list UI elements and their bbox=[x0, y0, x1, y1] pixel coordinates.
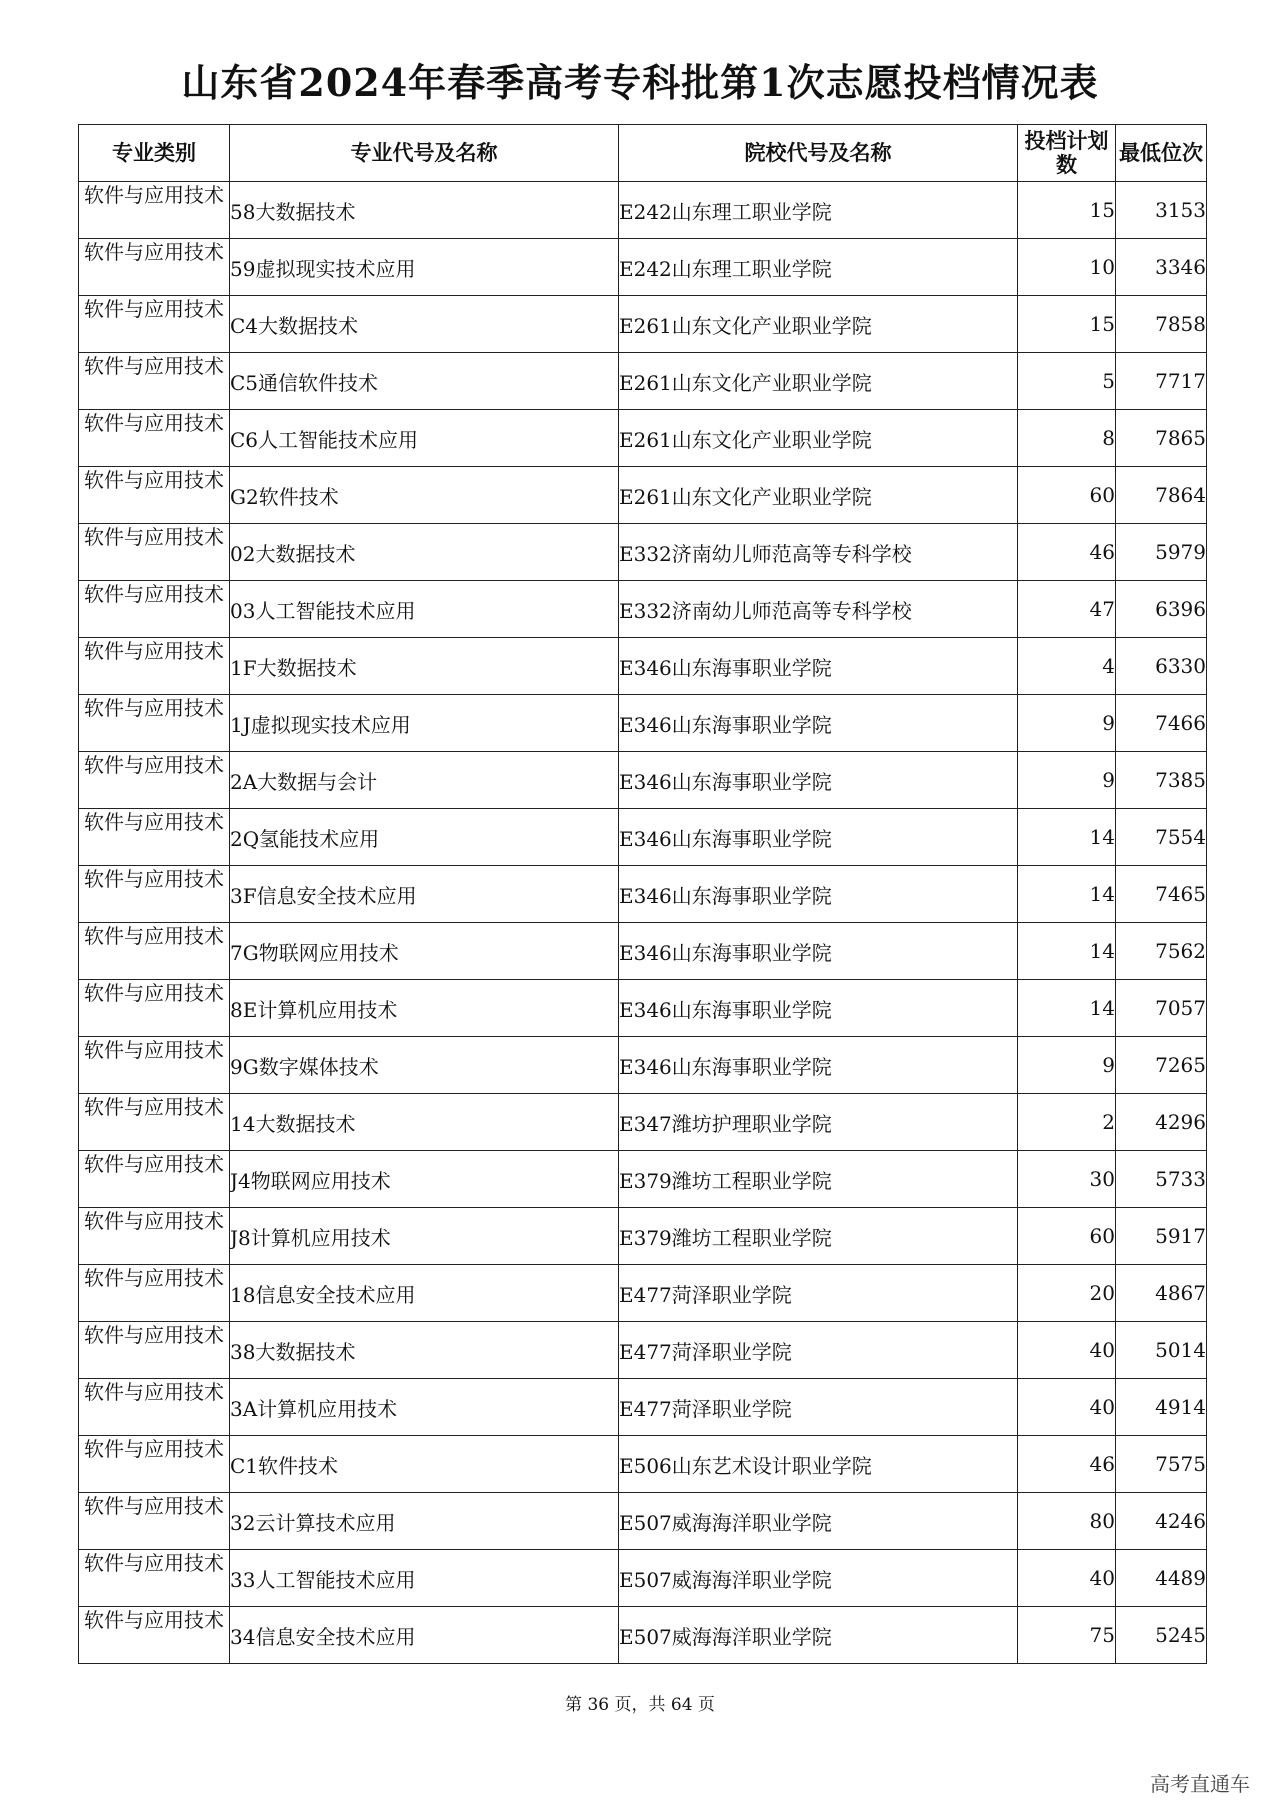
header-category: 专业类别 bbox=[79, 125, 230, 182]
cell-major: 02大数据技术 bbox=[230, 524, 619, 581]
table-row bbox=[79, 353, 1207, 410]
table-row bbox=[79, 1151, 1207, 1208]
table-row bbox=[79, 1208, 1207, 1265]
cell-major: 14大数据技术 bbox=[230, 1094, 619, 1151]
cell-major: C5通信软件技术 bbox=[230, 353, 619, 410]
cell-plan: 4 bbox=[1018, 638, 1116, 695]
cell-plan: 14 bbox=[1018, 980, 1116, 1037]
cell-rank: 6330 bbox=[1116, 638, 1207, 695]
cell-rank: 5014 bbox=[1116, 1322, 1207, 1379]
cell-school: E507威海海洋职业学院 bbox=[619, 1607, 1018, 1664]
cell-rank: 7717 bbox=[1116, 353, 1207, 410]
cell-plan: 9 bbox=[1018, 1037, 1116, 1094]
cell-category: 软件与应用技术 bbox=[79, 1493, 230, 1550]
cell-category: 软件与应用技术 bbox=[79, 809, 230, 866]
cell-school: E506山东艺术设计职业学院 bbox=[619, 1436, 1018, 1493]
cell-school: E346山东海事职业学院 bbox=[619, 923, 1018, 980]
cell-plan: 9 bbox=[1018, 752, 1116, 809]
cell-major: 18信息安全技术应用 bbox=[230, 1265, 619, 1322]
cell-rank: 7265 bbox=[1116, 1037, 1207, 1094]
table-row bbox=[79, 638, 1207, 695]
cell-major: 33人工智能技术应用 bbox=[230, 1550, 619, 1607]
cell-major: 7G物联网应用技术 bbox=[230, 923, 619, 980]
table-row bbox=[79, 1607, 1207, 1664]
cell-rank: 7562 bbox=[1116, 923, 1207, 980]
cell-category: 软件与应用技术 bbox=[79, 1151, 230, 1208]
cell-plan: 8 bbox=[1018, 410, 1116, 467]
cell-category: 软件与应用技术 bbox=[79, 581, 230, 638]
cell-category: 软件与应用技术 bbox=[79, 1607, 230, 1664]
cell-school: E261山东文化产业职业学院 bbox=[619, 410, 1018, 467]
cell-category: 软件与应用技术 bbox=[79, 638, 230, 695]
cell-plan: 15 bbox=[1018, 182, 1116, 239]
cell-major: G2软件技术 bbox=[230, 467, 619, 524]
cell-rank: 7466 bbox=[1116, 695, 1207, 752]
cell-rank: 7858 bbox=[1116, 296, 1207, 353]
cell-school: E261山东文化产业职业学院 bbox=[619, 296, 1018, 353]
cell-school: E507威海海洋职业学院 bbox=[619, 1493, 1018, 1550]
cell-rank: 5733 bbox=[1116, 1151, 1207, 1208]
cell-major: 59虚拟现实技术应用 bbox=[230, 239, 619, 296]
cell-school: E379潍坊工程职业学院 bbox=[619, 1151, 1018, 1208]
cell-category: 软件与应用技术 bbox=[79, 410, 230, 467]
cell-category: 软件与应用技术 bbox=[79, 866, 230, 923]
cell-school: E346山东海事职业学院 bbox=[619, 809, 1018, 866]
cell-school: E346山东海事职业学院 bbox=[619, 695, 1018, 752]
table-row bbox=[79, 809, 1207, 866]
cell-category: 软件与应用技术 bbox=[79, 353, 230, 410]
table-body bbox=[79, 182, 1207, 1664]
cell-category: 软件与应用技术 bbox=[79, 239, 230, 296]
cell-category: 软件与应用技术 bbox=[79, 1208, 230, 1265]
table-row bbox=[79, 1379, 1207, 1436]
cell-plan: 14 bbox=[1018, 866, 1116, 923]
cell-category: 软件与应用技术 bbox=[79, 1037, 230, 1094]
table-row bbox=[79, 581, 1207, 638]
cell-school: E346山东海事职业学院 bbox=[619, 752, 1018, 809]
cell-rank: 4246 bbox=[1116, 1493, 1207, 1550]
table-row bbox=[79, 1322, 1207, 1379]
header-major: 专业代号及名称 bbox=[230, 125, 619, 182]
cell-category: 软件与应用技术 bbox=[79, 980, 230, 1037]
cell-major: 58大数据技术 bbox=[230, 182, 619, 239]
cell-major: 9G数字媒体技术 bbox=[230, 1037, 619, 1094]
page-title: 山东省2024年春季高考专科批第1次志愿投档情况表 bbox=[181, 60, 1099, 105]
cell-school: E346山东海事职业学院 bbox=[619, 980, 1018, 1037]
table-row bbox=[79, 524, 1207, 581]
table-row bbox=[79, 1037, 1207, 1094]
cell-school: E379潍坊工程职业学院 bbox=[619, 1208, 1018, 1265]
table-row bbox=[79, 1550, 1207, 1607]
cell-plan: 40 bbox=[1018, 1379, 1116, 1436]
cell-plan: 20 bbox=[1018, 1265, 1116, 1322]
cell-rank: 7385 bbox=[1116, 752, 1207, 809]
cell-school: E332济南幼儿师范高等专科学校 bbox=[619, 524, 1018, 581]
header-plan: 投档计划数 bbox=[1018, 125, 1116, 182]
cell-rank: 5917 bbox=[1116, 1208, 1207, 1265]
cell-school: E346山东海事职业学院 bbox=[619, 866, 1018, 923]
cell-plan: 60 bbox=[1018, 467, 1116, 524]
cell-school: E507威海海洋职业学院 bbox=[619, 1550, 1018, 1607]
cell-major: 1F大数据技术 bbox=[230, 638, 619, 695]
table-row bbox=[79, 866, 1207, 923]
cell-major: C6人工智能技术应用 bbox=[230, 410, 619, 467]
cell-category: 软件与应用技术 bbox=[79, 1436, 230, 1493]
cell-category: 软件与应用技术 bbox=[79, 752, 230, 809]
table-row bbox=[79, 923, 1207, 980]
cell-plan: 2 bbox=[1018, 1094, 1116, 1151]
cell-plan: 14 bbox=[1018, 809, 1116, 866]
cell-major: 2A大数据与会计 bbox=[230, 752, 619, 809]
cell-rank: 5245 bbox=[1116, 1607, 1207, 1664]
cell-major: 1J虚拟现实技术应用 bbox=[230, 695, 619, 752]
cell-category: 软件与应用技术 bbox=[79, 296, 230, 353]
cell-rank: 4914 bbox=[1116, 1379, 1207, 1436]
table-row bbox=[79, 1094, 1207, 1151]
table-row bbox=[79, 1493, 1207, 1550]
cell-plan: 5 bbox=[1018, 353, 1116, 410]
table-row bbox=[79, 467, 1207, 524]
cell-category: 软件与应用技术 bbox=[79, 1094, 230, 1151]
cell-school: E242山东理工职业学院 bbox=[619, 182, 1018, 239]
cell-plan: 14 bbox=[1018, 923, 1116, 980]
cell-category: 软件与应用技术 bbox=[79, 923, 230, 980]
cell-major: 38大数据技术 bbox=[230, 1322, 619, 1379]
cell-rank: 4296 bbox=[1116, 1094, 1207, 1151]
cell-school: E346山东海事职业学院 bbox=[619, 638, 1018, 695]
cell-plan: 75 bbox=[1018, 1607, 1116, 1664]
table-row bbox=[79, 1265, 1207, 1322]
admission-table bbox=[78, 124, 1207, 1664]
cell-school: E346山东海事职业学院 bbox=[619, 1037, 1018, 1094]
cell-rank: 7554 bbox=[1116, 809, 1207, 866]
cell-major: C1软件技术 bbox=[230, 1436, 619, 1493]
table-row bbox=[79, 410, 1207, 467]
table-header-row bbox=[79, 125, 1207, 182]
cell-school: E477菏泽职业学院 bbox=[619, 1379, 1018, 1436]
cell-category: 软件与应用技术 bbox=[79, 524, 230, 581]
cell-plan: 9 bbox=[1018, 695, 1116, 752]
cell-plan: 46 bbox=[1018, 524, 1116, 581]
header-school: 院校代号及名称 bbox=[619, 125, 1018, 182]
table-row bbox=[79, 182, 1207, 239]
cell-school: E332济南幼儿师范高等专科学校 bbox=[619, 581, 1018, 638]
cell-plan: 80 bbox=[1018, 1493, 1116, 1550]
cell-major: 34信息安全技术应用 bbox=[230, 1607, 619, 1664]
cell-major: 8E计算机应用技术 bbox=[230, 980, 619, 1037]
cell-rank: 6396 bbox=[1116, 581, 1207, 638]
table-row bbox=[79, 1436, 1207, 1493]
cell-school: E261山东文化产业职业学院 bbox=[619, 353, 1018, 410]
watermark: 高考直通车 bbox=[1150, 1772, 1250, 1796]
cell-plan: 46 bbox=[1018, 1436, 1116, 1493]
cell-school: E347潍坊护理职业学院 bbox=[619, 1094, 1018, 1151]
cell-major: 3F信息安全技术应用 bbox=[230, 866, 619, 923]
cell-plan: 10 bbox=[1018, 239, 1116, 296]
table-row bbox=[79, 980, 1207, 1037]
cell-category: 软件与应用技术 bbox=[79, 695, 230, 752]
cell-major: 32云计算技术应用 bbox=[230, 1493, 619, 1550]
cell-plan: 30 bbox=[1018, 1151, 1116, 1208]
cell-rank: 7864 bbox=[1116, 467, 1207, 524]
cell-category: 软件与应用技术 bbox=[79, 182, 230, 239]
cell-category: 软件与应用技术 bbox=[79, 1379, 230, 1436]
table-row bbox=[79, 752, 1207, 809]
cell-school: E477菏泽职业学院 bbox=[619, 1265, 1018, 1322]
cell-rank: 7575 bbox=[1116, 1436, 1207, 1493]
cell-category: 软件与应用技术 bbox=[79, 1550, 230, 1607]
cell-plan: 47 bbox=[1018, 581, 1116, 638]
cell-rank: 4489 bbox=[1116, 1550, 1207, 1607]
cell-major: 03人工智能技术应用 bbox=[230, 581, 619, 638]
cell-category: 软件与应用技术 bbox=[79, 467, 230, 524]
table-row bbox=[79, 695, 1207, 752]
cell-rank: 7465 bbox=[1116, 866, 1207, 923]
cell-plan: 40 bbox=[1018, 1550, 1116, 1607]
header-rank: 最低位次 bbox=[1116, 125, 1207, 182]
table-row bbox=[79, 296, 1207, 353]
cell-school: E477菏泽职业学院 bbox=[619, 1322, 1018, 1379]
cell-rank: 5979 bbox=[1116, 524, 1207, 581]
cell-school: E242山东理工职业学院 bbox=[619, 239, 1018, 296]
table-row bbox=[79, 239, 1207, 296]
cell-plan: 15 bbox=[1018, 296, 1116, 353]
cell-category: 软件与应用技术 bbox=[79, 1322, 230, 1379]
cell-major: J4物联网应用技术 bbox=[230, 1151, 619, 1208]
cell-major: 2Q氢能技术应用 bbox=[230, 809, 619, 866]
cell-plan: 40 bbox=[1018, 1322, 1116, 1379]
cell-rank: 3153 bbox=[1116, 182, 1207, 239]
cell-rank: 7057 bbox=[1116, 980, 1207, 1037]
page-footer: 第 36 页，共 64 页 bbox=[565, 1695, 715, 1715]
cell-rank: 7865 bbox=[1116, 410, 1207, 467]
cell-major: 3A计算机应用技术 bbox=[230, 1379, 619, 1436]
cell-school: E261山东文化产业职业学院 bbox=[619, 467, 1018, 524]
cell-major: C4大数据技术 bbox=[230, 296, 619, 353]
cell-rank: 4867 bbox=[1116, 1265, 1207, 1322]
cell-category: 软件与应用技术 bbox=[79, 1265, 230, 1322]
cell-plan: 60 bbox=[1018, 1208, 1116, 1265]
cell-rank: 3346 bbox=[1116, 239, 1207, 296]
cell-major: J8计算机应用技术 bbox=[230, 1208, 619, 1265]
